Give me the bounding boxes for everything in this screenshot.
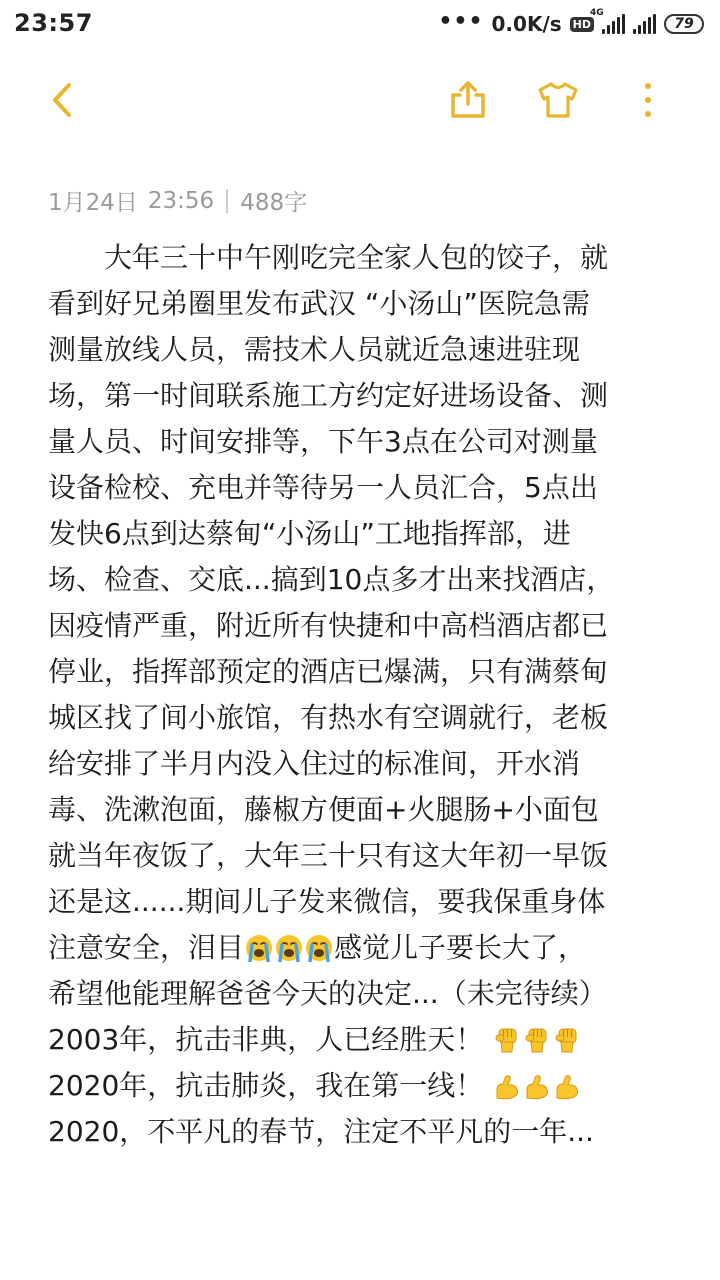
note-text: 2020年，抗击肺炎，我在第一线！ bbox=[48, 1069, 484, 1102]
theme-button[interactable] bbox=[530, 72, 586, 128]
signal-icon bbox=[633, 14, 656, 34]
loudly-crying-face-icon bbox=[245, 934, 273, 962]
note-toolbar bbox=[0, 56, 720, 146]
status-indicators bbox=[438, 10, 704, 38]
note-line: 给安排了半月内没入住过的标准间，开水消 bbox=[48, 747, 581, 780]
note-line: 测量放线人员，需技术人员就近急速进驻现 bbox=[48, 333, 581, 366]
battery-level: 79 bbox=[674, 16, 694, 32]
note-line: 量人员、时间安排等，下午3点在公司对测量 bbox=[48, 425, 598, 458]
share-icon bbox=[448, 80, 488, 120]
net-type-label: 4G bbox=[590, 8, 604, 18]
note-line bbox=[48, 925, 636, 971]
flexed-biceps-icon bbox=[523, 1072, 551, 1100]
note-line bbox=[48, 1063, 636, 1109]
flexed-biceps-icon bbox=[493, 1072, 521, 1100]
note-word-count: 488字 bbox=[240, 190, 308, 216]
hd-badge: HD bbox=[570, 17, 594, 32]
note-time: 23:56 bbox=[147, 187, 215, 214]
note-text: 2003年，抗击非典，人已经胜天！ bbox=[48, 1023, 484, 1056]
note-line bbox=[48, 1017, 636, 1063]
more-vertical-icon bbox=[642, 80, 654, 120]
note-line: 场、检查、交底...搞到10点多才出来找酒店， bbox=[48, 563, 615, 596]
note-line: 因疫情严重，附近所有快捷和中高档酒店都已 bbox=[48, 609, 609, 642]
meta-divider bbox=[226, 189, 228, 213]
note-meta bbox=[48, 184, 307, 217]
notification-dots: ••• bbox=[438, 9, 484, 34]
note-line: 大年三十中午刚吃完全家人包的饺子，就 bbox=[104, 241, 609, 274]
note-text: 感觉儿子要长大了， bbox=[334, 931, 587, 964]
back-button[interactable] bbox=[34, 72, 90, 128]
flexed-biceps-icon bbox=[553, 1072, 581, 1100]
note-line: 毒、洗漱泡面，藤椒方便面+火腿肠+小面包 bbox=[48, 793, 599, 826]
tshirt-icon bbox=[536, 80, 580, 120]
raised-fist-icon bbox=[493, 1026, 521, 1054]
note-line: 2020，不平凡的春节，注定不平凡的一年... bbox=[48, 1115, 594, 1148]
loudly-crying-face-icon bbox=[275, 934, 303, 962]
note-line: 场，第一时间联系施工方约定好进场设备、测 bbox=[48, 379, 609, 412]
note-line: 城区找了间小旅馆，有热水有空调就行，老板 bbox=[48, 701, 609, 734]
loudly-crying-face-icon bbox=[305, 934, 333, 962]
note-line: 还是这......期间儿子发来微信，要我保重身体 bbox=[48, 885, 606, 918]
note-line: 看到好兄弟圈里发布武汉 “小汤山”医院急需 bbox=[48, 287, 590, 320]
status-time: 23:57 bbox=[14, 9, 93, 37]
status-bar bbox=[0, 0, 720, 48]
note-content[interactable] bbox=[48, 235, 636, 1155]
network-speed: 0.0K/s bbox=[491, 12, 562, 36]
signal-4g-icon bbox=[590, 8, 625, 34]
share-button[interactable] bbox=[440, 72, 496, 128]
battery-icon bbox=[664, 14, 704, 34]
note-date: 1月24日 bbox=[48, 190, 138, 216]
chevron-left-icon bbox=[47, 80, 77, 120]
note-line: 希望他能理解爸爸今天的决定...（未完待续） bbox=[48, 977, 607, 1010]
note-line: 停业，指挥部预定的酒店已爆满，只有满蔡甸 bbox=[48, 655, 609, 688]
note-line: 发快6点到达蔡甸“小汤山”工地指挥部，进 bbox=[48, 517, 571, 550]
raised-fist-icon bbox=[523, 1026, 551, 1054]
note-text: 注意安全，泪目 bbox=[48, 931, 245, 964]
more-options-button[interactable] bbox=[620, 72, 676, 128]
note-line: 就当年夜饭了，大年三十只有这大年初一早饭 bbox=[48, 839, 609, 872]
raised-fist-icon bbox=[553, 1026, 581, 1054]
note-line: 设备检校、充电并等待另一人员汇合，5点出 bbox=[48, 471, 598, 504]
